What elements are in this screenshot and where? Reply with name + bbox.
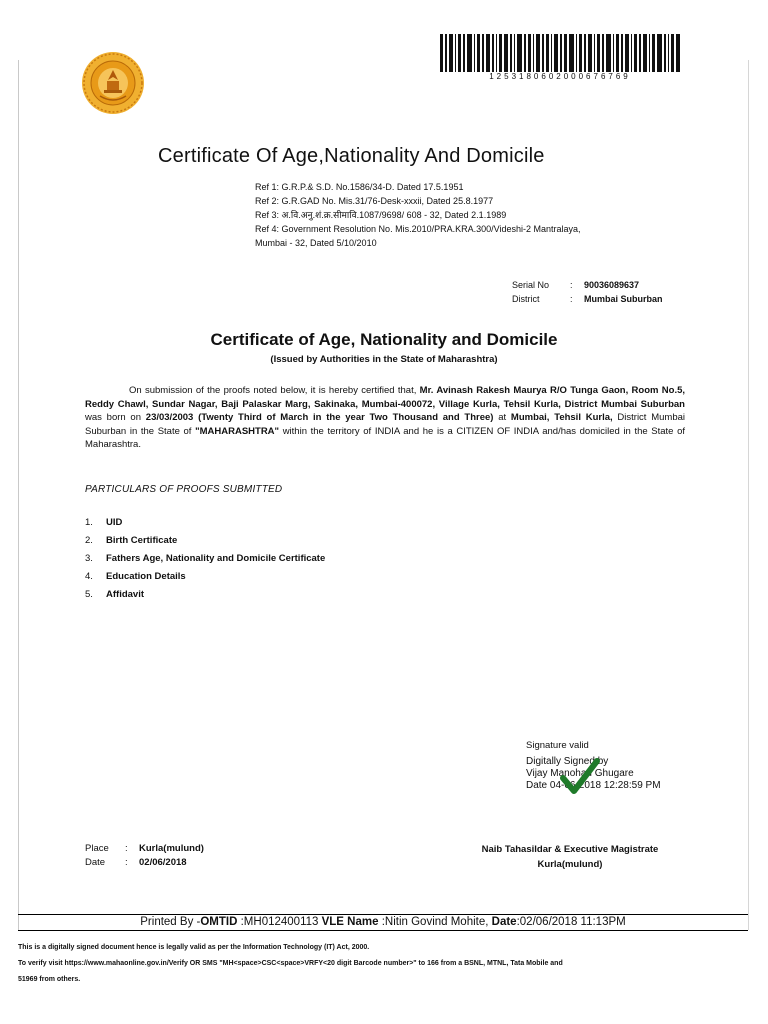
signature-line: Vijay Manohau Ghugare xyxy=(526,768,634,779)
omtid-value: :MH012400113 xyxy=(240,916,319,928)
valid-check-icon xyxy=(560,758,600,796)
district-value: Mumbai Suburban xyxy=(584,294,663,304)
officer-title: Naib Tahasildar & Executive Magistrate xyxy=(481,844,659,855)
place-date-block xyxy=(85,842,204,870)
certificate-subheading: (Issued by Authorities in the State of Maharashtra) xyxy=(270,354,498,365)
issuing-officer xyxy=(440,842,700,872)
ref-line: Ref 3: अ.वि.अनु.शं.क्र.सीमावि.1087/9698/ 608 - 32, Dated 2.1.1989 xyxy=(255,210,507,220)
officer-place: Kurla(mulund) xyxy=(537,859,603,870)
printed-prefix: Printed By - xyxy=(140,916,201,928)
applicant-address: R/O Tunga Gaon, Room No.5, Reddy Chawl, Sundar Nagar, Baji Palaskar Marg, Sakinaka, Mumbai-400072, Village Kurla, Tehsil Kurla, District Mumbai Suburban xyxy=(85,385,686,410)
separator: : xyxy=(570,280,573,290)
barcode-image xyxy=(440,34,680,72)
state-seal-icon xyxy=(80,50,146,116)
proofs-list xyxy=(85,514,325,604)
date-of-birth: 23/03/2003 (Twenty Third of March in the year Two Thousand and Three) xyxy=(145,412,494,423)
printed-by-bar xyxy=(18,914,748,930)
separator: : xyxy=(570,294,573,304)
list-item: 1. UID xyxy=(85,517,123,528)
signature-status: Signature valid xyxy=(526,740,589,751)
place-value: Kurla(mulund) xyxy=(139,843,204,854)
vle-value: :Nitin Govind Mohite, xyxy=(381,916,489,928)
separator: : xyxy=(125,857,128,868)
serial-label: Serial No xyxy=(512,280,550,290)
footer-line: To verify visit https://www.mahaonline.gov.in/Verify OR SMS "MH<space>CSC<space>VRFY<20 digit Barcode number>" to 166 from a BSNL, MTNL, Tata Mobile and xyxy=(18,960,563,967)
serial-district-block xyxy=(512,278,663,306)
at-text: at xyxy=(498,412,507,423)
ref-line: Ref 2: G.R.GAD No. Mis.31/76-Desk-xxxii, Dated 25.8.1977 xyxy=(255,196,494,206)
vle-label: VLE Name xyxy=(321,916,379,928)
proofs-heading: PARTICULARS OF PROOFS SUBMITTED xyxy=(85,484,283,495)
list-item: 4. Education Details xyxy=(85,571,186,582)
references-block xyxy=(255,180,715,250)
serial-value: 90036089637 xyxy=(584,280,640,290)
printed-date-label: Date xyxy=(491,916,517,928)
date-label: Date xyxy=(85,857,106,868)
applicant-name: Mr. Avinash Rakesh Maurya xyxy=(419,385,547,396)
birth-place: Mumbai, Tehsil Kurla, xyxy=(510,412,613,423)
omtid-label: OMTID xyxy=(200,916,238,928)
ref-line: Ref 4: Government Resolution No. Mis.2010/PRA.KRA.300/Videshi-2 Mantralaya, xyxy=(255,224,581,234)
certification-paragraph xyxy=(85,384,685,452)
footer-notes xyxy=(18,940,758,988)
district-label: District xyxy=(512,294,540,304)
page-border-right xyxy=(748,60,749,930)
list-item: 2. Birth Certificate xyxy=(85,535,178,546)
ref-line: Ref 1: G.R.P.& S.D. No.1586/34-D. Dated 17.5.1951 xyxy=(255,182,464,192)
state-text: in the State of xyxy=(129,425,192,437)
separator: : xyxy=(125,843,128,854)
footer-line: This is a digitally signed document hence is legally valid as per the Information Technology (IT) Act, 2000. xyxy=(18,944,370,951)
printed-date-value: :02/06/2018 11:13PM xyxy=(516,916,626,928)
list-item: 5. Affidavit xyxy=(85,589,144,600)
born-text: was born on xyxy=(85,412,142,423)
ref-line: Mumbai - 32, Dated 5/10/2010 xyxy=(255,238,377,248)
state-name: "MAHARASHTRA" xyxy=(195,425,280,437)
closing-text: within the territory of INDIA and he is a CITIZEN OF INDIA and/has domiciled in the State of Maharashtra. xyxy=(85,425,686,450)
divider xyxy=(18,930,748,931)
certificate-heading: Certificate of Age, Nationality and Domicile xyxy=(210,330,558,349)
certificate-title: Certificate Of Age,Nationality And Domicile xyxy=(158,145,545,167)
signature-line: Date 04-06-2018 12:28:59 PM xyxy=(526,780,661,791)
body-intro: On submission of the proofs noted below, it is hereby certified that, xyxy=(129,385,417,396)
list-item: 3. Fathers Age, Nationality and Domicile Certificate xyxy=(85,553,326,564)
signature-line: Digitally Signed by xyxy=(526,756,609,767)
place-label: Place xyxy=(85,843,109,854)
barcode-number: 1253180602000676769 xyxy=(489,72,631,81)
page-border-left xyxy=(18,60,19,930)
district-text: District Mumbai Suburban xyxy=(85,412,685,437)
date-value: 02/06/2018 xyxy=(139,857,187,868)
footer-line: 51969 from others. xyxy=(18,976,81,983)
